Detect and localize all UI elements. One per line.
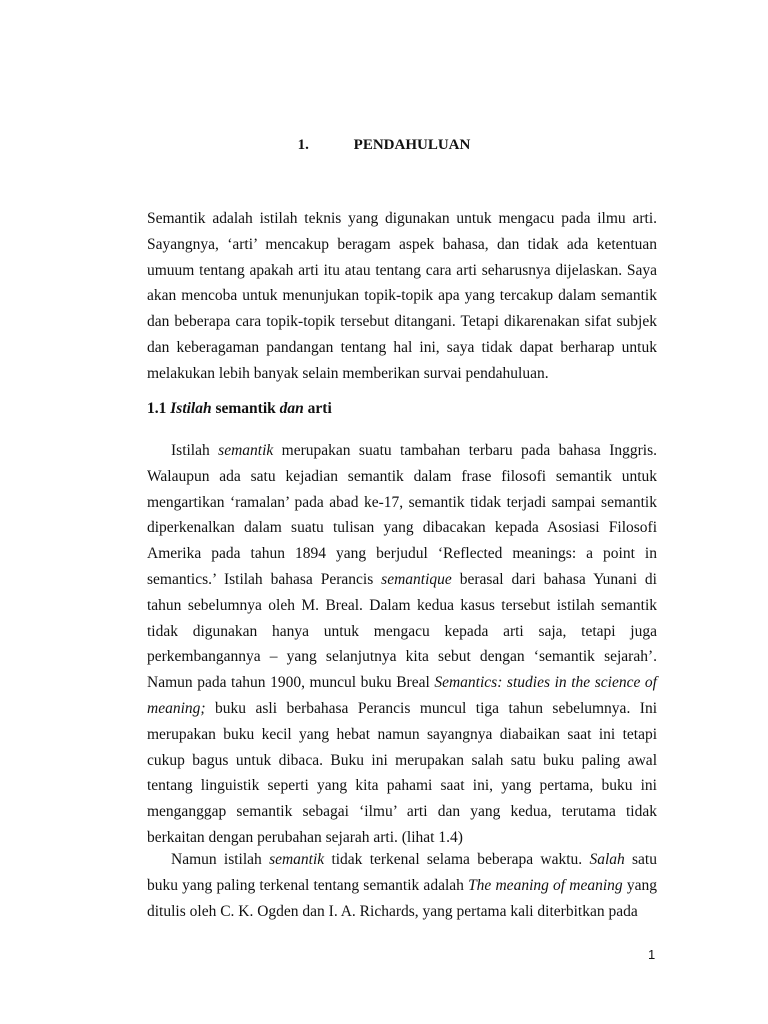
paragraph-1-text	[147, 438, 657, 851]
intro-text: Semantik adalah istilah teknis yang digunakan untuk mengacu pada ilmu arti. Sayangnya, ‘arti’ mencakup beragam aspek bahasa, dan tidak ada ketentuan umuum tentang apakah arti itu atau tentang cara arti seharusnya dijelaskan. Saya akan mencoba untuk menunjukan topik-topik apa yang tercakup dalam semantik dan beberapa cara topik-topik tersebut ditangani. Tetapi dikarenakan sifat subjek dan keberagaman pandangan tentang hal ini, saya tidak dapat berharap untuk melakukan lebih banyak selain memberikan survai pendahuluan.	[147, 210, 657, 382]
section-word-1: semantik	[215, 400, 276, 417]
text-span: berasal dari bahasa Yunani di tahun sebelumnya oleh M. Breal. Dalam kedua kasus tersebut istilah semantik tidak digunakan hanya untuk mengacu kepada arti saja, tetapi juga perkembangannya – yang selanjutnya kita sebut dengan ‘semantik sejarah’. Namun pada tahun 1900, muncul buku Breal	[147, 570, 657, 692]
italic-book-title: Semantics: studies in the science of meaning;	[147, 674, 657, 717]
paragraph-2-text	[147, 847, 657, 924]
text-span: Namun istilah	[171, 851, 270, 868]
text-span: tidak terkenal selama beberapa waktu.	[324, 851, 590, 868]
section-heading	[147, 400, 332, 418]
section-italic-1: Istilah	[170, 400, 212, 417]
italic-term: semantik	[218, 442, 274, 459]
section-number: 1.1	[147, 400, 167, 417]
chapter-number: 1.	[297, 137, 309, 153]
intro-paragraph	[147, 206, 657, 387]
text-span: merupakan suatu tambahan terbaru pada bahasa Inggris. Walaupun ada satu kejadian semantik dalam frase filosofi semantik untuk mengartikan ‘ramalan’ pada abad ke-17, semantik tidak terjadi sampai semantik diperkenalkan dalam suatu tulisan yang dibacakan kepada Asosiasi Filosofi Amerika pada tahun 1894 yang berjudul ‘Reflected meanings: a point in semantics.’ Istilah bahasa Perancis	[147, 442, 658, 588]
section-word-2: arti	[307, 400, 332, 417]
text-span: Istilah	[171, 442, 219, 459]
page-number: 1	[648, 947, 656, 962]
text-span: buku asli berbahasa Perancis muncul tiga tahun sebelumnya. Ini merupakan buku kecil yang hebat namun sayangnya diabaikan saat ini tetapi cukup bagus untuk dibaca. Buku ini merupakan salah satu buku paling awal tentang linguistik seperti yang kita pahami saat ini, yang pertama, buku ini menganggap semantik sebagai ‘ilmu’ arti dan yang kedua, terutama tidak berkaitan dengan perubahan sejarah arti. (lihat 1.4)	[147, 699, 657, 846]
chapter-title: PENDAHULUAN	[353, 137, 471, 153]
text-span: satu buku yang paling terkenal tentang semantik adalah	[147, 851, 657, 894]
paragraph-1	[147, 438, 657, 851]
italic-term: Salah	[589, 851, 625, 868]
italic-term: semantique	[381, 570, 452, 588]
text-span: yang ditulis oleh C. K. Ogden dan I. A. Richards, yang pertama kali diterbitkan pada	[147, 876, 657, 920]
italic-term: semantik	[269, 851, 325, 868]
italic-book-title: The meaning of meaning	[468, 876, 623, 894]
paragraph-2	[147, 847, 657, 924]
section-italic-2: dan	[279, 400, 304, 417]
chapter-heading	[0, 137, 768, 154]
